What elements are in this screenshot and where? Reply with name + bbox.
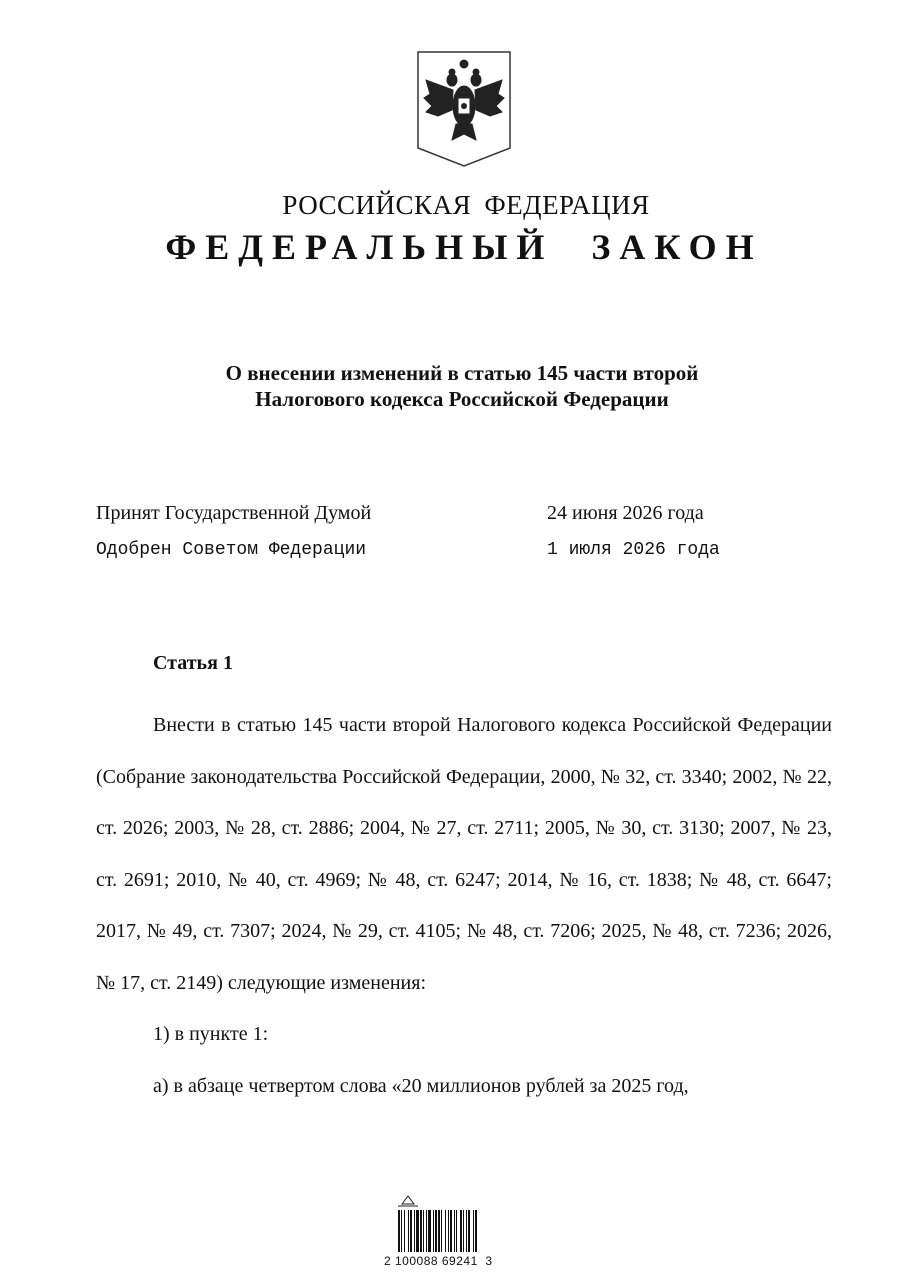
article-body <box>96 700 832 1112</box>
article-heading: Статья 1 <box>153 652 233 674</box>
adoption-duma <box>96 502 736 530</box>
adoption-council <box>96 540 736 568</box>
barcode-number: 2 100088 69241 3 <box>384 1254 493 1268</box>
article-item-1a: а) в абзаце четвертом слова «20 миллионов рублей за 2025 год, <box>153 1074 689 1097</box>
document-type: ФЕДЕРАЛЬНЫЙ ЗАКОН <box>165 227 763 267</box>
duma-label: Принят Государственной Думой <box>96 502 372 524</box>
council-date: 1 июля 2026 года <box>547 540 720 560</box>
country-name: РОССИЙСКАЯ ФЕДЕРАЦИЯ <box>282 190 650 220</box>
barcode-bars <box>384 1192 534 1254</box>
barcode <box>384 1192 534 1272</box>
law-title <box>0 360 912 412</box>
article-intro-paragraph: Внести в статью 145 части второй Налогового кодекса Российской Федерации (Собрание законодательства Российской Федерации, 2000, № 32, ст. 3340; 2002, № 22, ст. 2026; 2003, № 28, ст. 2886; 2004, № 27, ст. 2711; 2005, № 30, ст. 3130; 2007, № 23, ст. 2691; 2010, № 40, ст. 4969; № 48, ст. 6247; 2014, № 16, ст. 1838; № 48, ст. 6647; 2017, № 49, ст. 7307; 2024, № 29, ст. 4105; № 48, ст. 7206; 2025, № 48, ст. 7236; 2026, № 17, ст. 2149) следующие изменения: <box>96 714 832 994</box>
duma-date: 24 июня 2026 года <box>547 502 704 524</box>
article-item-1: 1) в пункте 1: <box>153 1023 269 1045</box>
council-label: Одобрен Советом Федерации <box>96 540 367 560</box>
law-title-line-1: О внесении изменений в статью 145 части второй <box>225 361 699 385</box>
law-title-line-2: Налогового кодекса Российской Федерации <box>255 387 669 411</box>
state-emblem <box>416 50 512 168</box>
